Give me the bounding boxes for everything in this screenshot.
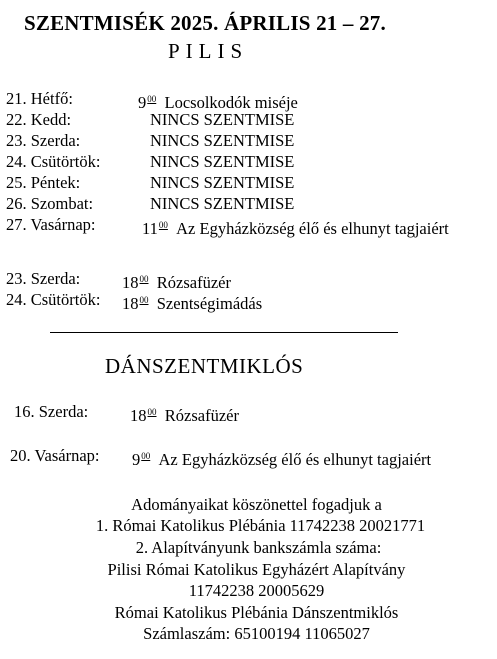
time-minutes: 00: [147, 94, 157, 104]
schedule-row: [10, 445, 497, 467]
service-text: NINCS SZENTMISE: [150, 110, 295, 129]
day-label: 21. Hétfő:: [6, 89, 73, 108]
foundation-account-heading: 2. Alapítványunk bankszámla száma:: [135, 538, 382, 557]
service-text: NINCS SZENTMISE: [150, 131, 295, 150]
section-divider: [50, 332, 398, 333]
day-label: 27. Vasárnap:: [6, 215, 96, 234]
day-label: 25. Péntek:: [6, 173, 81, 192]
time-hour: 11: [142, 219, 158, 238]
foundation-name: Pilisi Római Katolikus Egyházért Alapítvány: [107, 560, 406, 579]
time-minutes: 00: [139, 274, 149, 284]
schedule-value: [122, 289, 262, 315]
day-label: 24. Csütörtök:: [6, 290, 101, 309]
time-hour: 18: [122, 294, 139, 313]
time-minutes: 00: [139, 295, 149, 305]
day-label: 23. Szerda:: [6, 269, 81, 288]
schedule-value: [132, 445, 431, 471]
service-text: NINCS SZENTMISE: [150, 173, 295, 192]
donation-intro: Adományaikat köszönettel fogadjuk a: [131, 495, 382, 514]
service-text: Rózsafüzér: [156, 273, 231, 292]
time-minutes: 00: [147, 407, 157, 417]
schedule-value: [130, 401, 239, 427]
day-label: 16. Szerda:: [14, 402, 89, 421]
schedule-row: [14, 401, 497, 423]
time-label: [130, 406, 157, 425]
time-label: [122, 294, 149, 313]
time-hour: 9: [138, 93, 147, 112]
schedule-row: [6, 151, 497, 173]
day-label: 22. Kedd:: [6, 110, 72, 129]
foundation-account-number: 11742238 20005629: [188, 581, 325, 600]
schedule-row: [6, 289, 497, 311]
day-label: 20. Vasárnap:: [10, 446, 100, 465]
parish-subtitle: PILIS: [168, 39, 249, 63]
time-minutes: 00: [141, 451, 151, 461]
service-text: Az Egyházközség élő és elhunyt tagjaiért: [158, 450, 432, 469]
service-text: NINCS SZENTMISE: [150, 152, 295, 171]
time-label: [142, 219, 168, 238]
time-hour: 9: [132, 450, 141, 469]
danszentmiklos-account-number: Számlaszám: 65100194 11065027: [143, 624, 370, 643]
service-text: NINCS SZENTMISE: [150, 194, 295, 213]
schedule-row: [6, 130, 497, 152]
time-hour: 18: [130, 406, 147, 425]
schedule-row: [6, 109, 497, 131]
schedule-row: [6, 214, 497, 236]
service-text: Szentségimádás: [156, 294, 263, 313]
service-text: Locsolkodók miséje: [164, 93, 298, 112]
service-text: Az Egyházközség élő és elhunyt tagjaiért: [176, 219, 449, 238]
day-label: 23. Szerda:: [6, 131, 81, 150]
time-label: [132, 450, 150, 469]
bank-account-parish: 1. Római Katolikus Plébánia 11742238 20021771: [95, 516, 426, 535]
time-minutes: 00: [158, 220, 168, 230]
time-hour: 18: [122, 273, 139, 292]
schedule-row: [6, 172, 497, 194]
schedule-value: [142, 214, 449, 240]
day-label: 24. Csütörtök:: [6, 152, 101, 171]
page-title: SZENTMISÉK 2025. ÁPRILIS 21 – 27.: [24, 11, 386, 35]
schedule-row: [6, 268, 497, 290]
service-text: Rózsafüzér: [164, 406, 239, 425]
danszentmiklos-parish-name: Római Katolikus Plébánia Dánszentmiklós: [114, 603, 399, 622]
schedule-row: [6, 193, 497, 215]
danszentmiklos-title: DÁNSZENTMIKLÓS: [105, 354, 304, 378]
schedule-row: [6, 88, 497, 110]
day-label: 26. Szombat:: [6, 194, 94, 213]
